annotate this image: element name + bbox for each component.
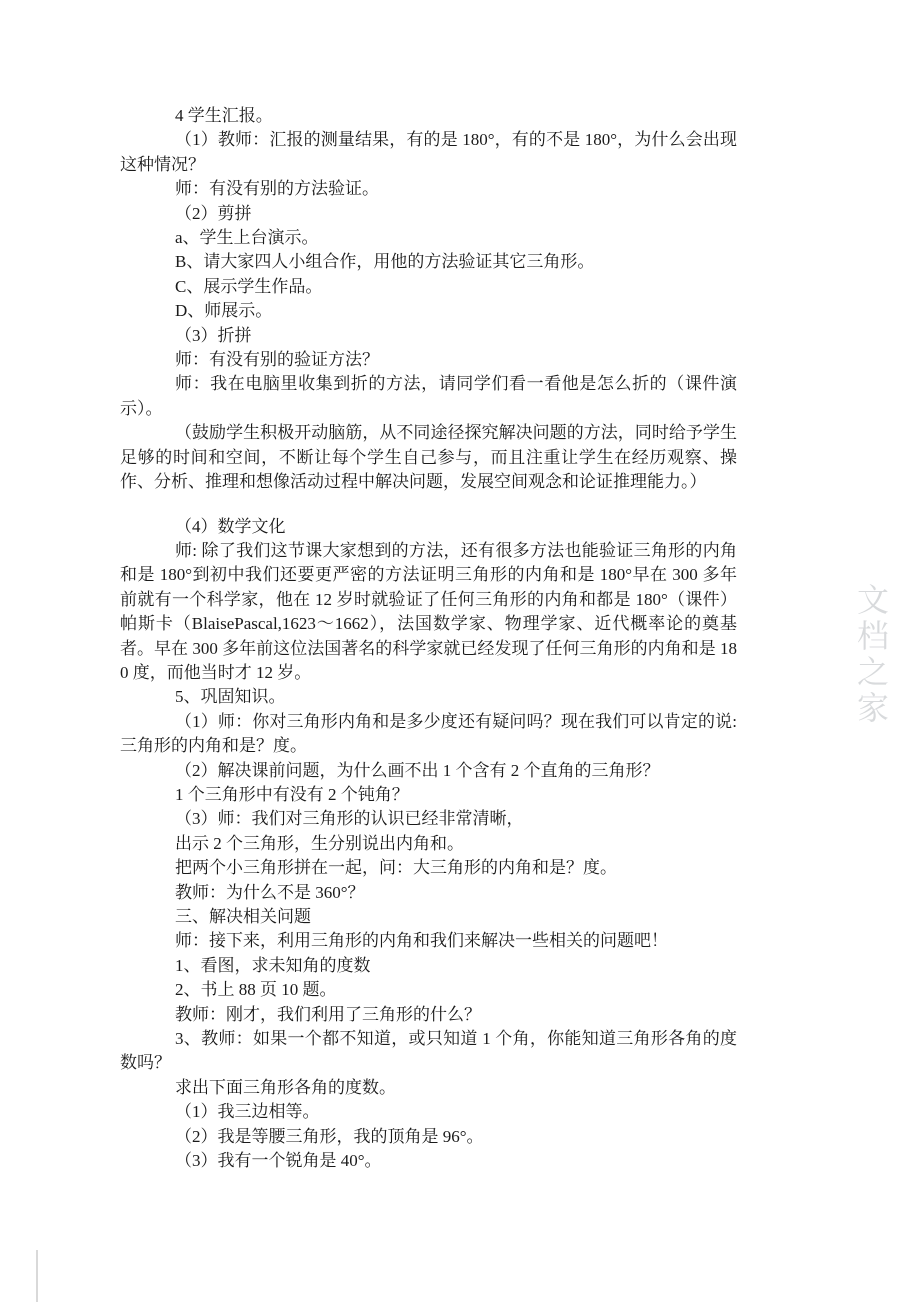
paragraph: 5、巩固知识。 bbox=[175, 687, 286, 707]
paragraph: a、学生上台演示。 bbox=[175, 228, 319, 248]
paragraph: （2）剪拼 bbox=[175, 203, 252, 223]
paragraph: （1）教师：汇报的测量结果，有的是 180°，有的不是 180°，为什么会出现这种情况？ bbox=[120, 130, 737, 174]
paragraph: （2）解决课前问题，为什么画不出 1 个含有 2 个直角的三角形？ bbox=[175, 760, 660, 780]
paragraph: 师：有没有别的验证方法？ bbox=[175, 350, 379, 370]
paragraph: （3）师：我们对三角形的认识已经非常清晰， bbox=[175, 809, 524, 829]
paragraph: 2、书上 88 页 10 题。 bbox=[175, 980, 337, 1000]
paragraph: 师：接下来，利用三角形的内角和我们来解决一些相关的问题吧！ bbox=[175, 931, 668, 951]
paragraph: 1、看图，求未知角的度数 bbox=[175, 955, 371, 975]
paragraph: 师：有没有别的方法验证。 bbox=[175, 179, 379, 199]
paragraph: 4 学生汇报。 bbox=[175, 106, 273, 125]
paragraph: 出示 2 个三角形，生分别说出内角和。 bbox=[175, 833, 464, 853]
paragraph: （4）数学文化 bbox=[175, 516, 286, 536]
paragraph: 3、教师：如果一个都不知道，或只知道 1 个角，你能知道三角形各角的度数吗？ bbox=[120, 1029, 737, 1073]
document-page bbox=[120, 104, 737, 1173]
paragraph: 三、解决相关问题 bbox=[175, 907, 311, 926]
paragraph: 师：我在电脑里收集到折的方法，请同学们看一看他是怎么折的（课件演示）。 bbox=[120, 374, 737, 418]
paragraph: （3）折拼 bbox=[175, 325, 252, 345]
scan-artifact bbox=[36, 1250, 38, 1302]
paragraph: D、师展示。 bbox=[175, 301, 273, 321]
paragraph: （鼓励学生积极开动脑筋，从不同途径探究解决问题的方法，同时给予学生足够的时间和空间，不断让每个学生自己参与，而且注重让学生在经历观察、操作、分析、推理和想像活动过程中解决问题，发展空间观念和论证推理能力。） bbox=[120, 423, 737, 492]
blank-line bbox=[120, 495, 737, 515]
paragraph: 师: 除了我们这节课大家想到的方法，还有很多方法也能验证三角形的内角和是 180°到初中我们还要更严密的方法证明三角形的内角和是 180°早在 300 多年前就有一个科学家，他在 12 岁时就验证了任何三角形的内角和都是 180°（课件）帕斯卡（BlaisePascal,1623～1662），法国数学家、物理学家、近代概率论的奠基者。早在 300 多年前这位法国著名的科学家就已经发现了任何三角形的内角和是 180 度，而他当时才 12 岁。 bbox=[120, 540, 737, 682]
paragraph: 把两个小三角形拼在一起，问：大三角形的内角和是？度。 bbox=[175, 858, 617, 878]
paragraph: B、请大家四人小组合作，用他的方法验证其它三角形。 bbox=[175, 252, 595, 272]
paragraph: （2）我是等腰三角形，我的顶角是 96°。 bbox=[175, 1126, 484, 1146]
paragraph: （1）师：你对三角形内角和是多少度还有疑问吗？现在我们可以肯定的说:三角形的内角和是？度。 bbox=[120, 711, 737, 756]
paragraph: （1）我三边相等。 bbox=[175, 1102, 320, 1122]
paragraph: 教师：刚才，我们利用了三角形的什么？ bbox=[175, 1004, 481, 1024]
paragraph: 求出下面三角形各角的度数。 bbox=[175, 1077, 396, 1097]
paragraph: 教师：为什么不是 360°？ bbox=[175, 882, 365, 902]
paragraph: C、展示学生作品。 bbox=[175, 276, 323, 296]
paragraph: （3）我有一个锐角是 40°。 bbox=[175, 1151, 382, 1171]
watermark: 文档之家 bbox=[853, 583, 889, 727]
paragraph: 1 个三角形中有没有 2 个钝角？ bbox=[175, 784, 409, 804]
